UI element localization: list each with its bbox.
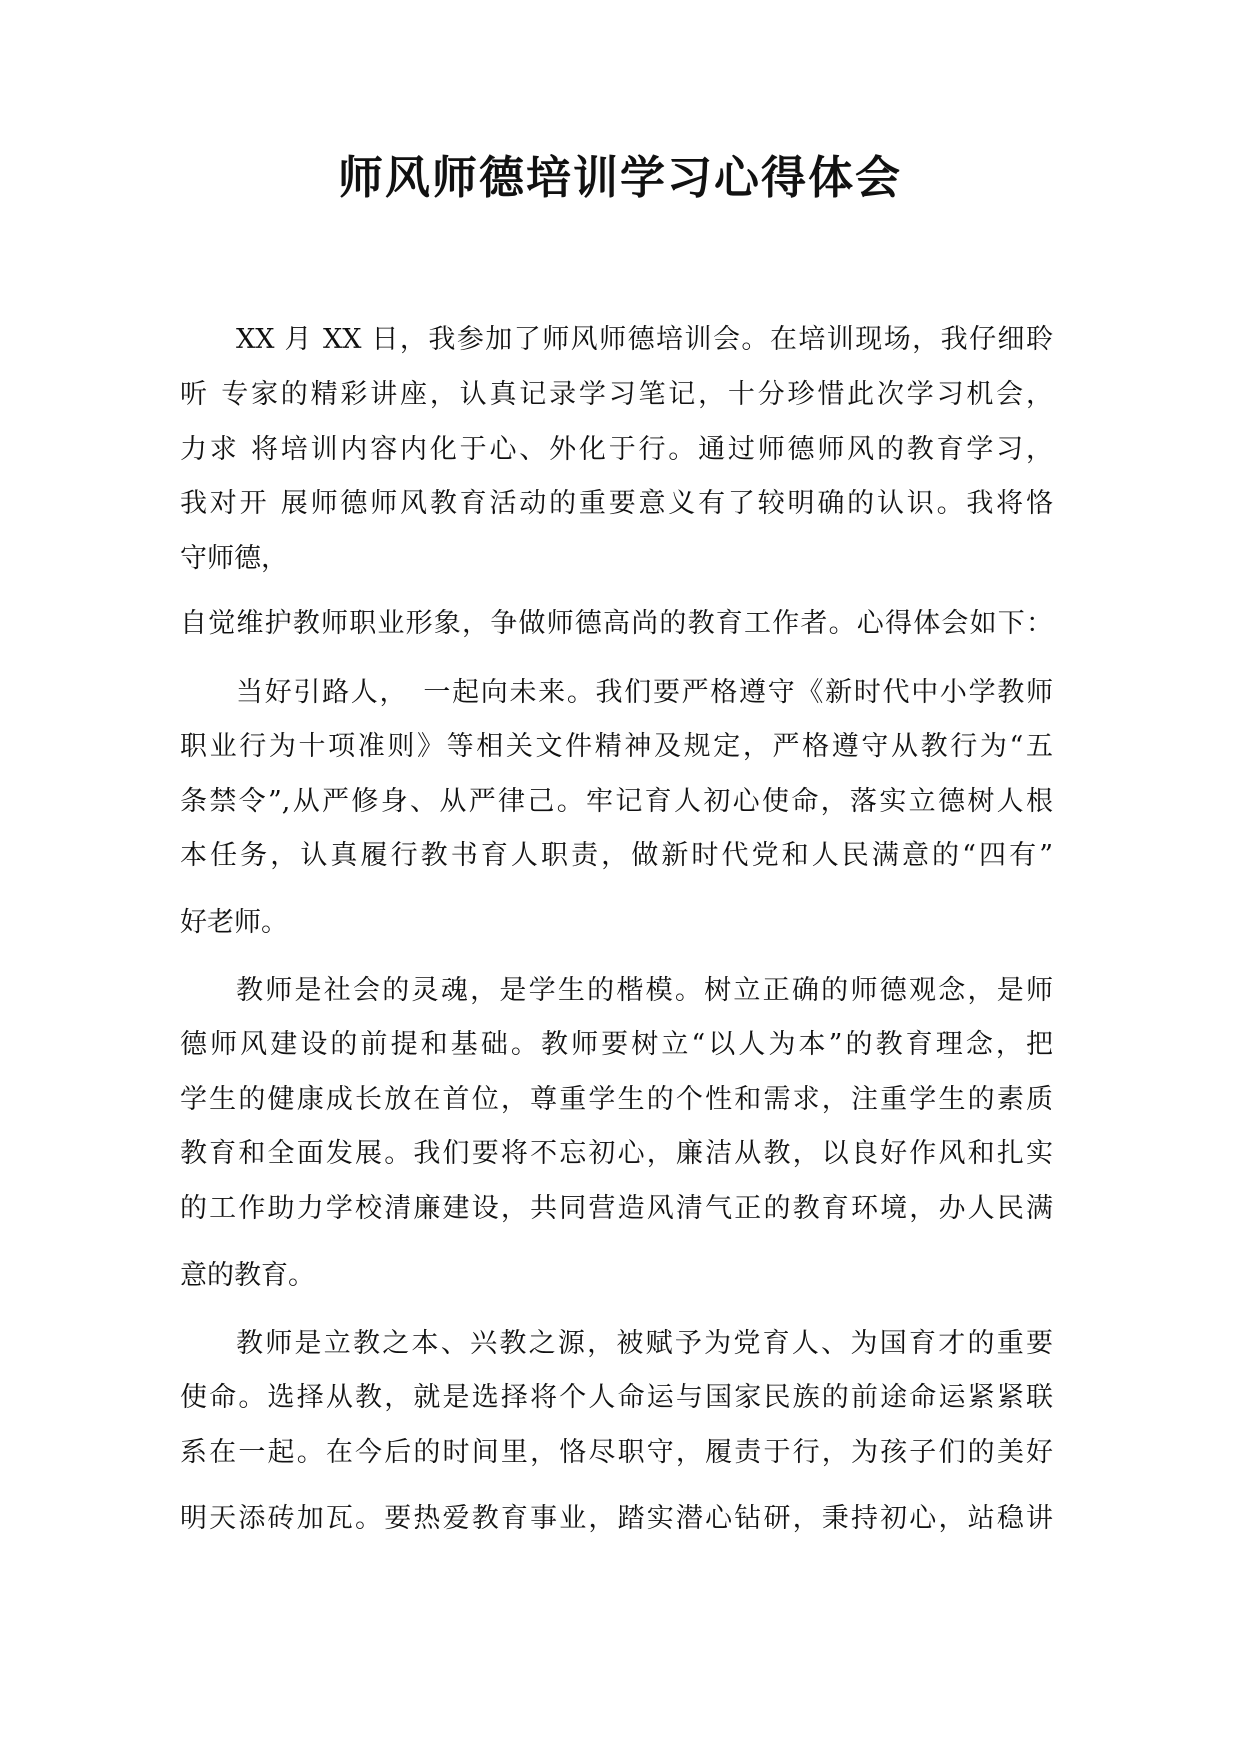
paragraph-line: 本任务，认真履行教书育人职责，做新时代党和人民满意的“四有”: [180, 840, 1053, 871]
paragraph-line: 教师是社会的灵魂，是学生的楷模。树立正确的师德观念，是师: [236, 975, 1053, 1006]
paragraph-line: 好老师。: [180, 907, 288, 938]
paragraph-line: 明天添砖加瓦。要热爱教育事业，踏实潜心钻研，秉持初心，站稳讲: [180, 1503, 1053, 1534]
paragraph-line: 条禁令”,从严修身、从严律己。牢记育人初心使命，落实立德树人根: [180, 786, 1053, 817]
paragraph-line: 自觉维护教师职业形象，争做师德高尚的教育工作者。心得体会如下：: [180, 608, 1053, 639]
paragraph-line: 教师是立教之本、兴教之源，被赋予为党育人、为国育才的重要: [236, 1328, 1053, 1359]
paragraph-line: 我对开 展师德师风教育活动的重要意义有了较明确的认识。我将恪: [180, 488, 1053, 519]
paragraph-line: 教育和全面发展。我们要将不忘初心，廉洁从教，以良好作风和扎实: [180, 1138, 1053, 1169]
paragraph-line: 系在一起。在今后的时间里，恪尽职守，履责于行，为孩子们的美好: [180, 1437, 1053, 1468]
paragraph-line: 的工作助力学校清廉建设，共同营造风清气正的教育环境，办人民满: [180, 1193, 1053, 1224]
paragraph-line: 当好引路人， 一起向未来。我们要严格遵守《新时代中小学教师: [236, 677, 1053, 708]
paragraph-line: 力求 将培训内容内化于心、外化于行。通过师德师风的教育学习，: [180, 434, 1053, 465]
paragraph-line: 使命。选择从教，就是选择将个人命运与国家民族的前途命运紧紧联: [180, 1382, 1053, 1413]
paragraph-line: 德师风建设的前提和基础。教师要树立“以人为本”的教育理念，把: [180, 1029, 1053, 1060]
paragraph-line: 职业行为十项准则》等相关文件精神及规定，严格遵守从教行为“五: [180, 731, 1053, 762]
paragraph-line: 听 专家的精彩讲座，认真记录学习笔记，十分珍惜此次学习机会，: [180, 379, 1053, 410]
paragraph-line: 意的教育。: [180, 1260, 315, 1291]
paragraph-line: 守师德，: [180, 543, 288, 574]
paragraph-line: XX 月 XX 日，我参加了师风师德培训会。在培训现场，我仔细聆: [236, 324, 1053, 355]
paragraph-line: 学生的健康成长放在首位，尊重学生的个性和需求，注重学生的素质: [180, 1084, 1053, 1115]
document-title: 师风师德培训学习心得体会: [337, 151, 902, 204]
